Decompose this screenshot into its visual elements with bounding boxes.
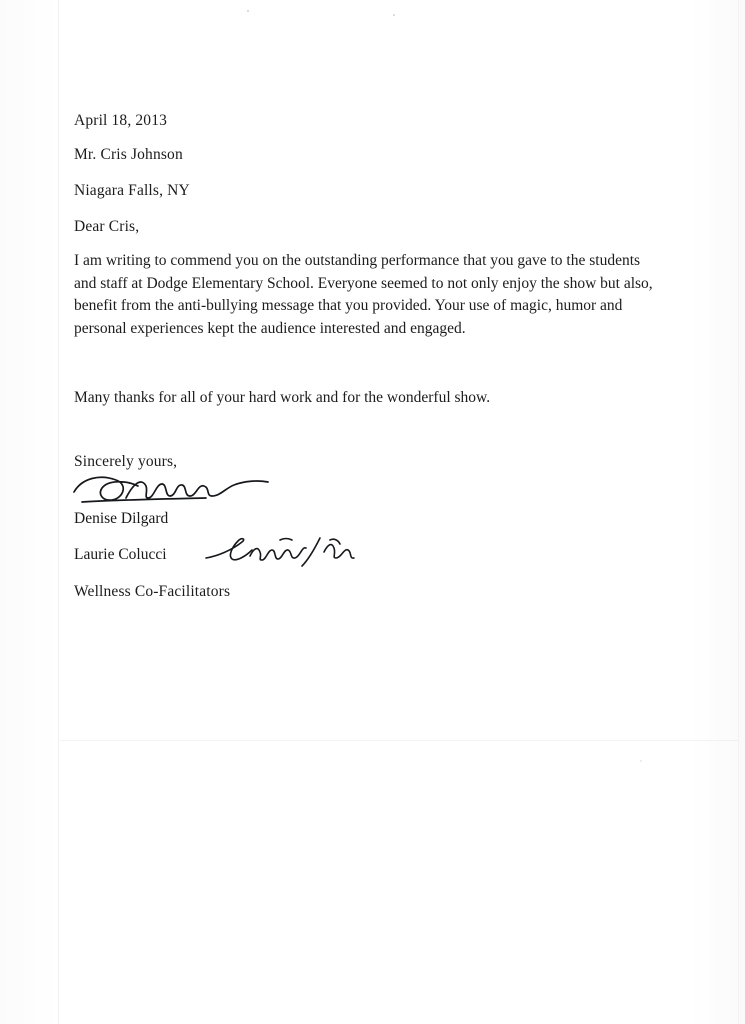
- scan-speck: [247, 10, 249, 12]
- paper-fold-line: [60, 740, 738, 741]
- signer-name-1: Denise Dilgard: [74, 509, 169, 527]
- signature-laurie-colucci: [202, 532, 362, 568]
- recipient-name: Mr. Cris Johnson: [74, 146, 183, 164]
- scan-speck: [393, 14, 395, 16]
- letter-body: [74, 112, 674, 617]
- salutation: Dear Cris,: [74, 217, 140, 235]
- body-paragraph: I am writing to commend you on the outstanding performance that you gave to the students and staff at Dodge Elementary School. Everyone seemed to not only enjoy the show but also, benefit from the anti-bullying message that you provided. Your use of magic, humor and personal experiences kept the audience interested and engaged.: [74, 252, 653, 337]
- signature-block: [74, 510, 674, 601]
- signer-name-2-text: Laurie Colucci: [74, 546, 167, 564]
- scan-speck: [640, 760, 642, 762]
- closing: Sincerely yours,: [74, 453, 178, 471]
- letter-date: April 18, 2013: [74, 112, 168, 129]
- thanks-paragraph: Many thanks for all of your hard work and for the wonderful show.: [74, 388, 491, 406]
- scan-edge-left: [58, 0, 59, 1024]
- signer-title: Wellness Co-Facilitators: [74, 582, 231, 600]
- signer-name-2: [74, 546, 674, 565]
- scan-edge-right: [738, 0, 739, 1024]
- signature-denise-dilgard: [72, 468, 272, 512]
- recipient-location: Niagara Falls, NY: [74, 181, 190, 199]
